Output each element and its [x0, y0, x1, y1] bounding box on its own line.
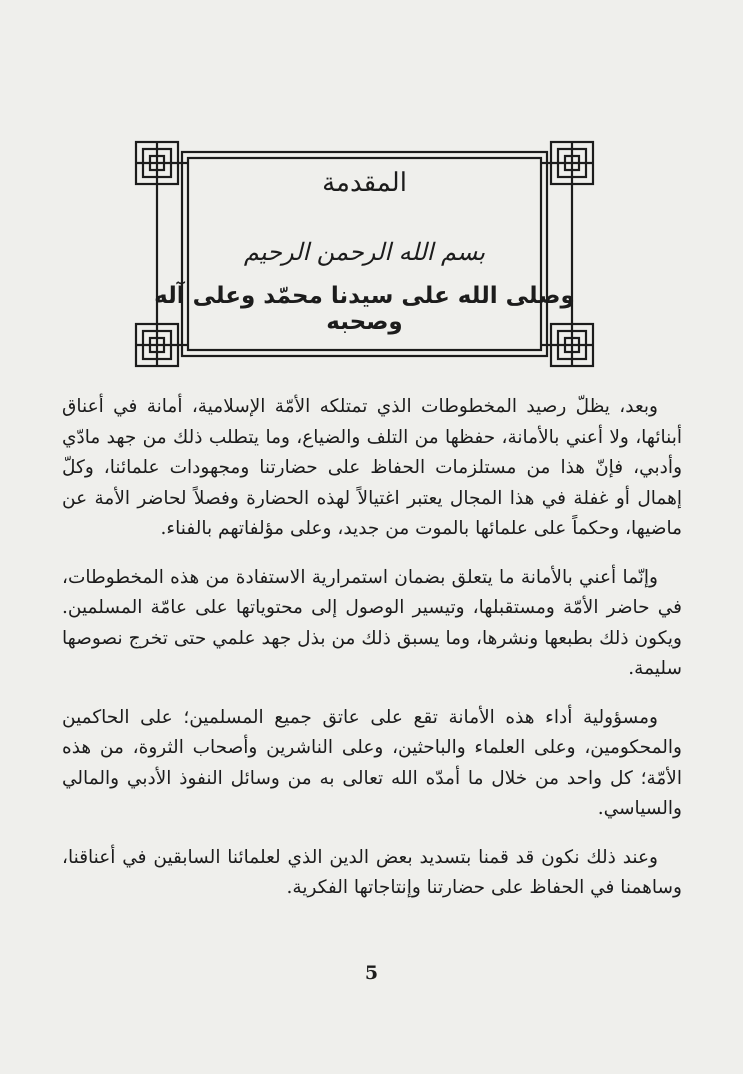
salawat-line: وصلى الله على سيدنا محمّد وعلى آله وصحبه [154, 283, 575, 335]
paragraph-3: ومسؤولية أداء هذه الأمانة تقع على عاتق جميع المسلمين؛ على الحاكمين والمحكومين، وعلى العلماء والباحثين، وعلى الناشرين وأصحاب الثروة، من هذه الأمّة؛ كل واحد من خلال ما أمدّه الله تعالى به من وسائل النفوذ الأدبي والمالي والسياسي. [62, 706, 682, 819]
paragraph-4: وعند ذلك نكون قد قمنا بتسديد بعض الدين الذي لعلمائنا السابقين في أعناقنا، وساهمنا في الحفاظ على حضارتنا وإنتاجاتها الفكرية. [62, 846, 682, 898]
body-text [62, 392, 682, 922]
ornamental-title-frame [132, 138, 597, 370]
page-number: 5 [364, 962, 379, 984]
page-title: المقدمة [322, 168, 407, 198]
paragraph-2: وإنّما أعني بالأمانة ما يتعلق بضمان استمرارية الاستفادة من هذه المخطوطات، في حاضر الأمّة ومستقبلها، وتيسير الوصول إلى محتوياتها على عامّة المسلمين. ويكون ذلك بطبعها ونشرها، وما يسبق ذلك من بذل جهد علمي حتى تخرج نصوصها سليمة. [62, 566, 682, 679]
basmala: بسم الله الرحمن الرحيم [243, 238, 486, 266]
paragraph-1: وبعد، يظلّ رصيد المخطوطات الذي تمتلكه الأمّة الإسلامية، أمانة في أعناق أبنائها، ولا أعني بالأمانة، حفظها من التلف والضياع، وما يتطلب ذلك من جهد مادّي وأدبي، فإنّ هذا من مستلزمات الحفاظ على حضارتنا ومجهودات علمائنا، وكلّ إهمال أو غفلة في هذا المجال يعتبر اغتيالاً لهذه الحضارة وفصلاً لحاضر الأمة عن ماضيها، وحكماً على علمائها بالموت من جديد، وعلى مؤلفاتهم بالفناء. [62, 396, 682, 539]
